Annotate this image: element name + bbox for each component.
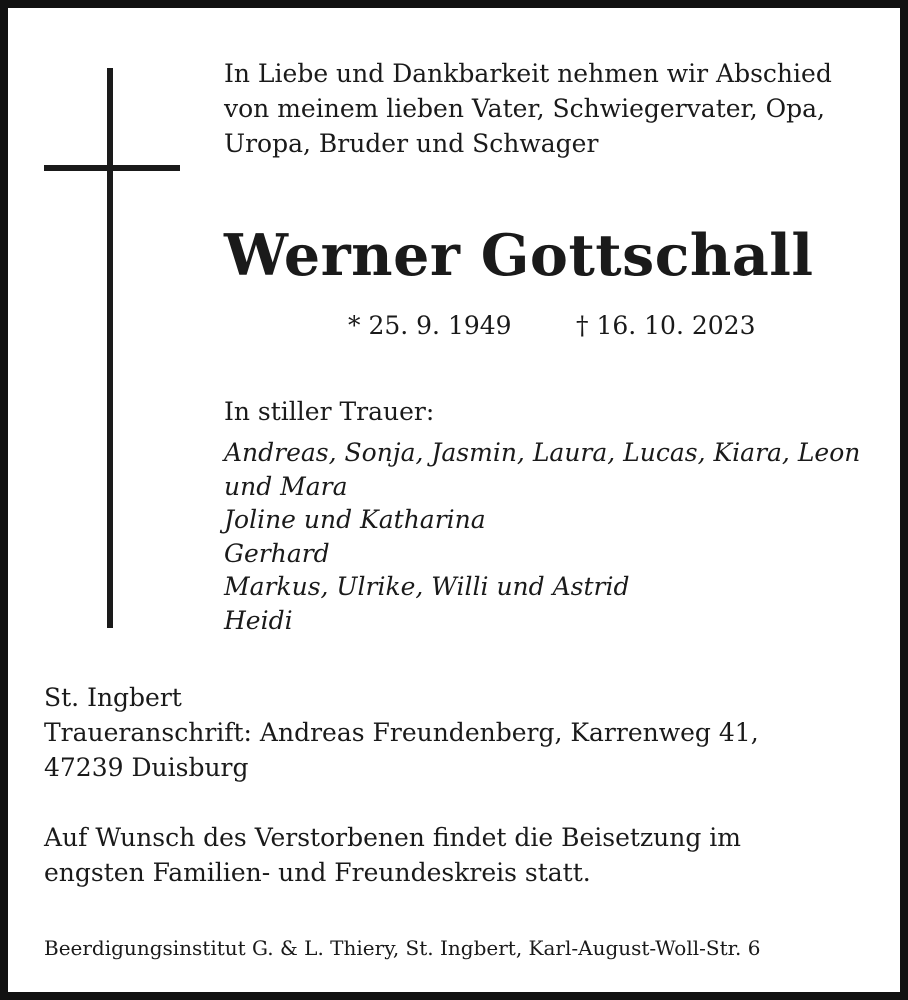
place-name: St. Ingbert [44,683,182,712]
intro-line: Uropa, Bruder und Schwager [224,129,599,158]
mourner-line: Joline und Katharina [224,505,486,534]
intro-line: In Liebe und Dankbarkeit nehmen wir Abschied [224,59,832,88]
intro-text [224,56,884,161]
funeral-home-line: Beerdigungsinstitut G. & L. Thiery, St. Ingbert, Karl-August-Woll-Str. 6 [44,936,761,960]
mourners-list [224,436,884,637]
cross-vertical-bar [107,68,113,628]
address-line: Traueranschrift: Andreas Freundenberg, Karrenweg 41, [44,718,759,747]
mourning-label: In stiller Trauer: [224,397,435,426]
mourner-line: Andreas, Sonja, Jasmin, Laura, Lucas, Kiara, Leon [224,438,861,467]
burial-wish-text [44,820,864,890]
death-date: † 16. 10. 2023 [576,311,756,340]
birth-date: * 25. 9. 1949 [348,311,512,340]
wish-line: Auf Wunsch des Verstorbenen findet die Beisetzung im [44,823,741,852]
mourner-line: Gerhard [224,538,330,568]
mourner-line: und Mara [224,471,348,501]
intro-line: von meinem lieben Vater, Schwiegervater, Opa, [224,94,825,123]
address-line: 47239 Duisburg [44,753,249,782]
deceased-name: Werner Gottschall [224,222,814,289]
mourner-line: Markus, Ulrike, Willi und Astrid [224,572,630,601]
mourner-line: Heidi [224,605,293,635]
mourning-address [44,715,844,785]
wish-line: engsten Familien- und Freundeskreis statt. [44,858,591,887]
cross-horizontal-bar [44,165,180,171]
